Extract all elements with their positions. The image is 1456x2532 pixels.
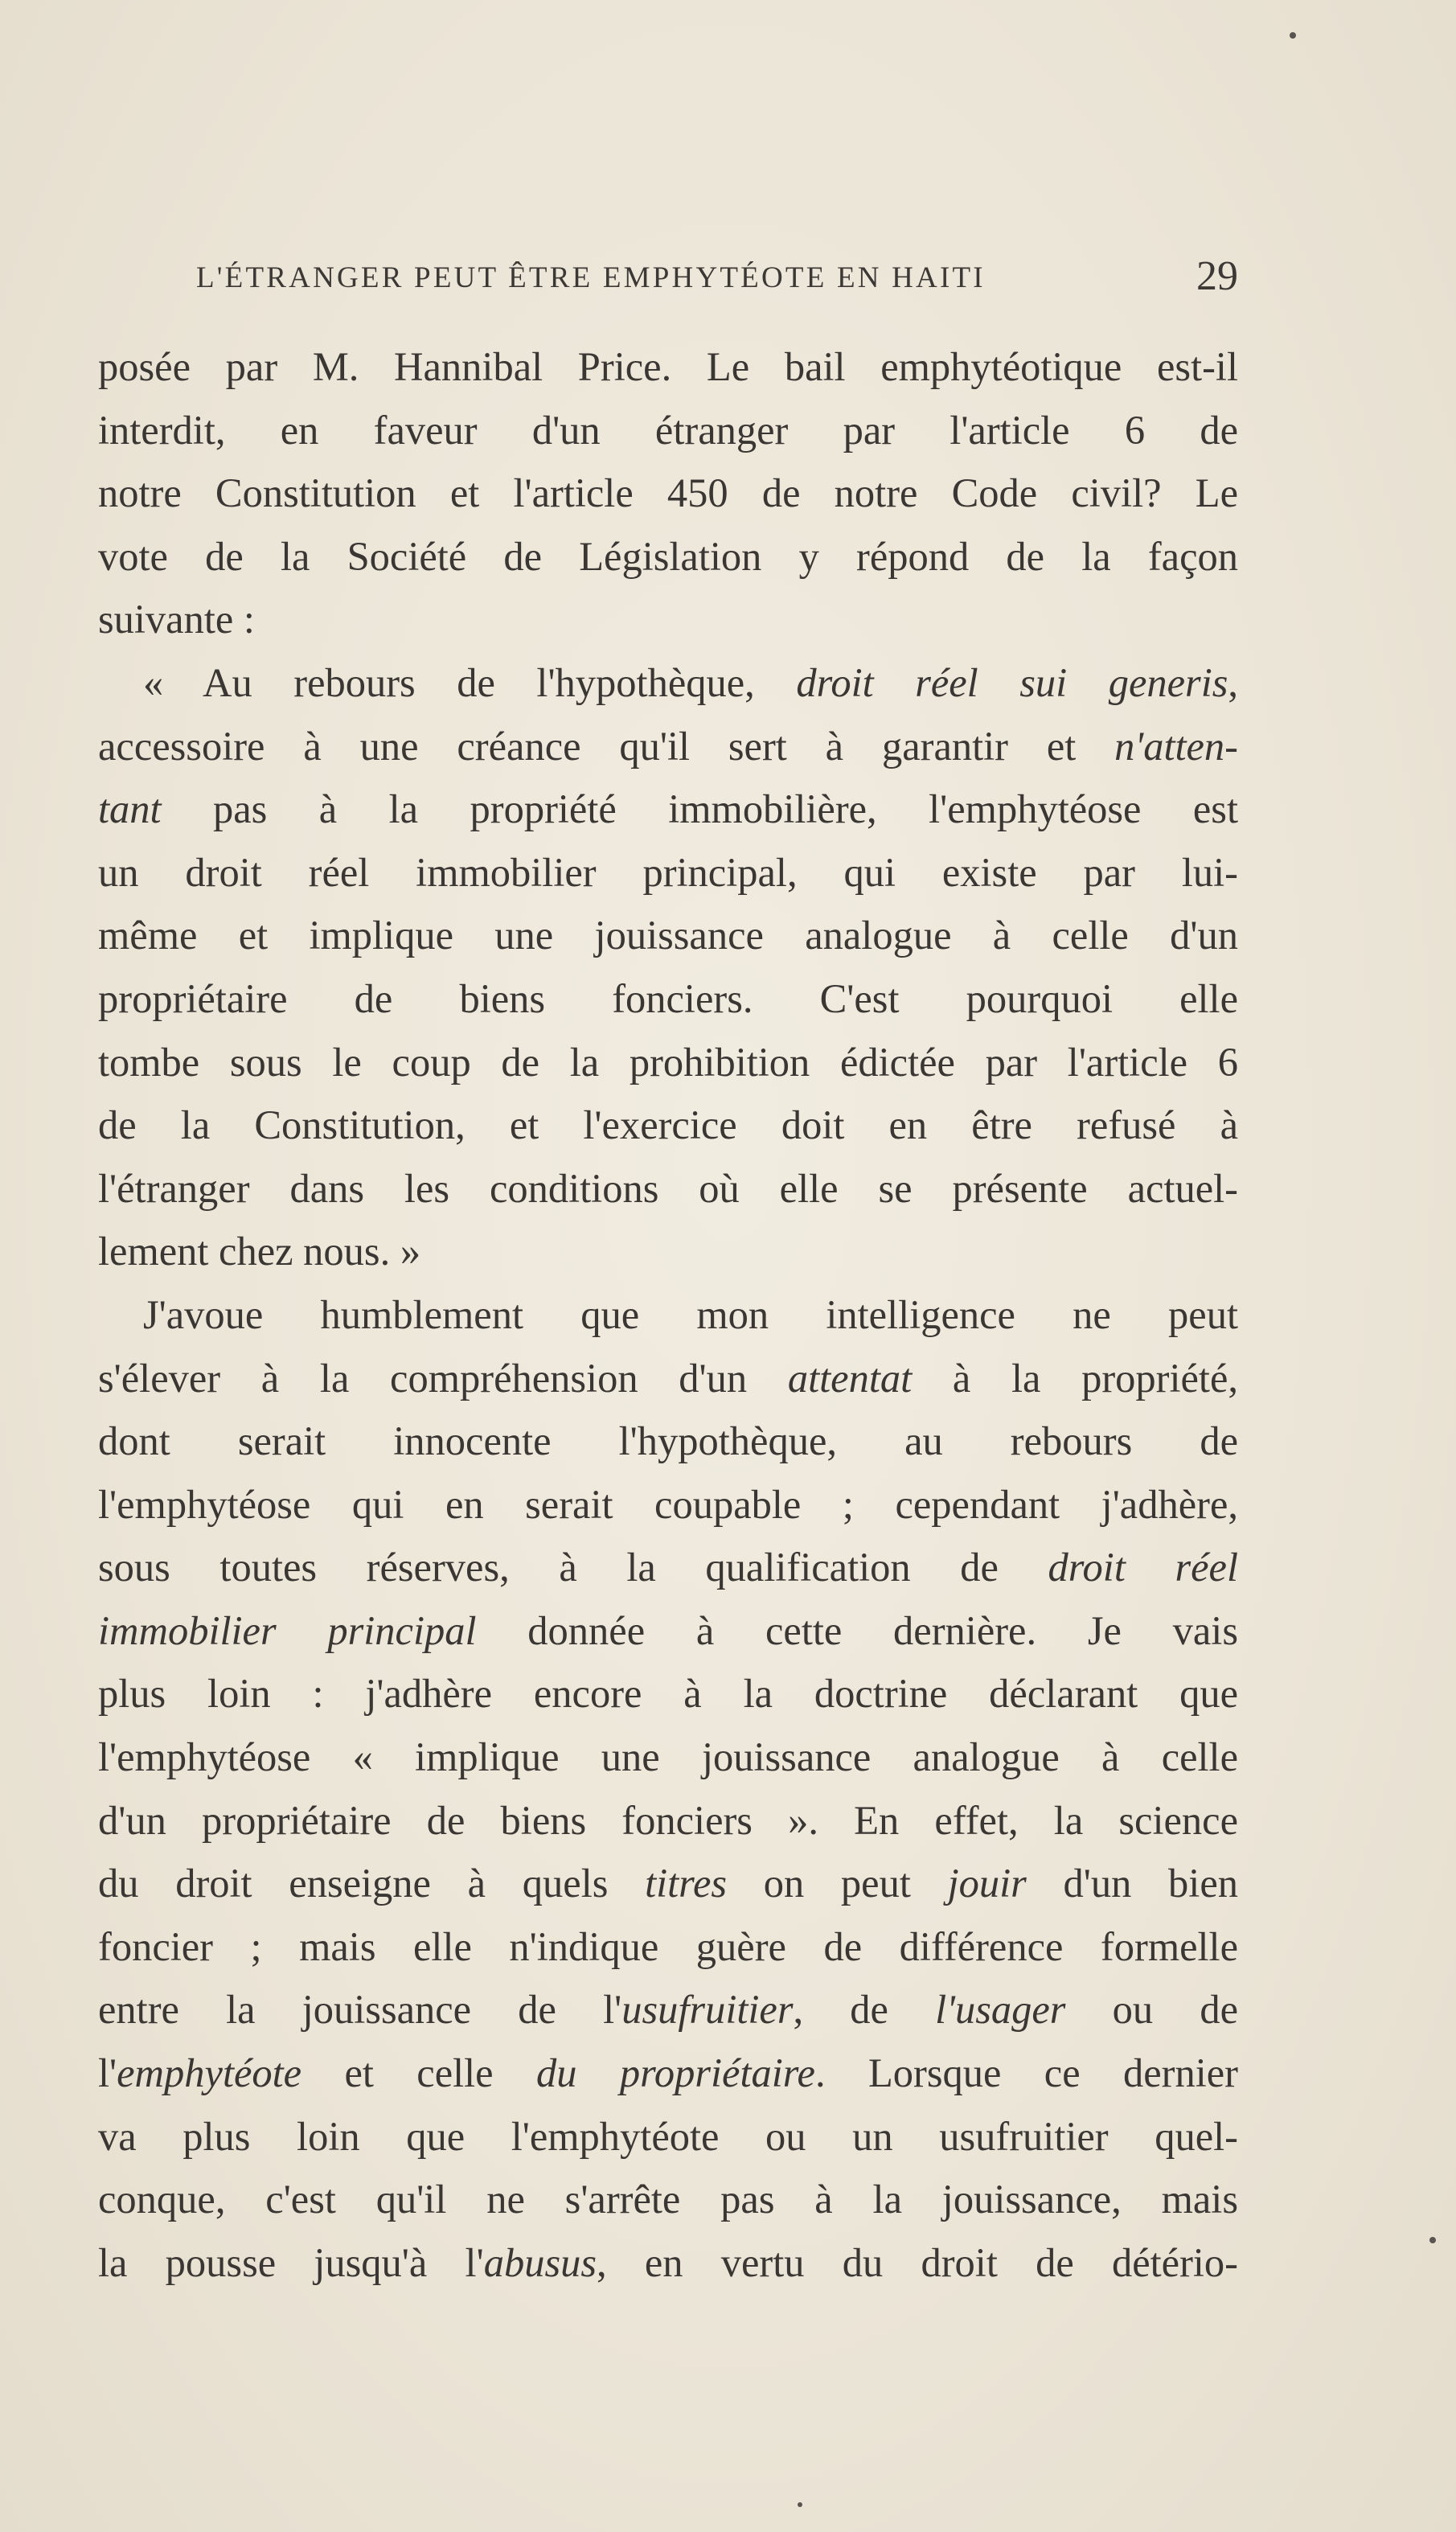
text-segment: ou de bbox=[1065, 1987, 1238, 2033]
text-segment: sous toutes réserves, à la qualification de bbox=[98, 1545, 1048, 1590]
text-segment: et celle bbox=[301, 2050, 536, 2096]
text-line bbox=[98, 1094, 1238, 1157]
italic-text: attentat bbox=[787, 1355, 913, 1401]
italic-text: jouir bbox=[947, 1861, 1027, 1906]
text-segment: entre la jouissance de l' bbox=[98, 1987, 622, 2033]
text-segment: lement chez nous. » bbox=[98, 1229, 421, 1274]
print-speck bbox=[1290, 32, 1296, 39]
text-segment: accessoire à une créance qu'il sert à garantir et bbox=[98, 723, 1115, 769]
text-line bbox=[98, 588, 1238, 651]
text-line bbox=[98, 715, 1238, 778]
italic-text: immobilier principal bbox=[98, 1607, 477, 1653]
italic-text: l'usager bbox=[935, 1987, 1066, 2033]
text-segment: un droit réel immobilier principal, qui existe par lui- bbox=[98, 849, 1238, 895]
text-line bbox=[98, 1852, 1238, 1915]
running-title: L'ÉTRANGER PEUT ÊTRE EMPHYTÉOTE EN HAITI bbox=[196, 261, 986, 294]
text-segment: s'élever à la compréhension d'un bbox=[98, 1355, 788, 1401]
text-segment: , en vertu du droit de détério- bbox=[597, 2239, 1238, 2285]
text-line bbox=[98, 1220, 1238, 1283]
italic-text: du propriétaire bbox=[535, 2050, 815, 2096]
text-segment: va plus loin que l'emphytéote ou un usufruitier quel- bbox=[98, 2113, 1238, 2159]
text-line bbox=[98, 1915, 1238, 1979]
text-segment: suivante : bbox=[98, 597, 255, 642]
text-segment: , bbox=[1228, 659, 1238, 705]
text-line bbox=[98, 967, 1238, 1031]
italic-text: titres bbox=[645, 1861, 728, 1906]
text-segment: tombe sous le coup de la prohibition édictée par l'article 6 bbox=[98, 1039, 1238, 1085]
text-segment: conque, c'est qu'il ne s'arrête pas à la jouissance, mais bbox=[98, 2177, 1238, 2222]
text-line bbox=[98, 904, 1238, 967]
text-line bbox=[98, 1031, 1238, 1094]
body-text bbox=[98, 335, 1238, 2294]
italic-text: droit réel bbox=[1048, 1545, 1238, 1590]
print-speck bbox=[1429, 2237, 1436, 2243]
italic-text: usufruitier bbox=[621, 1987, 794, 2033]
text-segment: même et implique une jouissance analogue à celle d'un bbox=[98, 913, 1238, 958]
text-line bbox=[98, 462, 1238, 525]
text-segment: propriétaire de biens fonciers. C'est pourquoi elle bbox=[98, 975, 1238, 1021]
text-line bbox=[98, 1283, 1238, 1347]
text-line bbox=[98, 1536, 1238, 1599]
text-segment: notre Constitution et l'article 450 de notre Code civil? Le bbox=[98, 470, 1238, 516]
text-line bbox=[98, 1789, 1238, 1853]
text-line bbox=[98, 2231, 1238, 2295]
text-segment: vote de la Société de Législation y répond de la façon bbox=[98, 533, 1238, 579]
text-segment: l'étranger dans les conditions où elle se présente actuel- bbox=[98, 1165, 1238, 1211]
italic-text: tant bbox=[98, 786, 162, 832]
text-line bbox=[98, 1157, 1238, 1221]
text-segment: donnée à cette dernière. Je vais bbox=[476, 1607, 1238, 1653]
text-line bbox=[98, 335, 1238, 399]
text-line bbox=[98, 1662, 1238, 1726]
text-line bbox=[98, 1726, 1238, 1789]
text-segment: interdit, en faveur d'un étranger par l'article 6 de bbox=[98, 407, 1238, 453]
page-number: 29 bbox=[1196, 253, 1238, 299]
text-segment: l'emphytéose qui en serait coupable ; cependant j'adhère, bbox=[98, 1481, 1238, 1527]
text-segment: . Lorsque ce dernier bbox=[814, 2050, 1238, 2096]
text-segment: l'emphytéose « implique une jouissance analogue à celle bbox=[98, 1734, 1238, 1780]
text-line bbox=[98, 1978, 1238, 2042]
text-line bbox=[98, 778, 1238, 841]
text-segment: du droit enseigne à quels bbox=[98, 1861, 646, 1906]
text-segment: plus loin : j'adhère encore à la doctrine déclarant que bbox=[98, 1671, 1238, 1717]
text-line bbox=[98, 841, 1238, 905]
page-header bbox=[196, 252, 1238, 301]
text-segment: J'avoue humblement que mon intelligence ne peut bbox=[143, 1291, 1238, 1337]
text-segment: à la propriété, bbox=[912, 1355, 1239, 1401]
italic-text: abusus bbox=[483, 2239, 597, 2285]
text-segment: , de bbox=[793, 1987, 936, 2033]
italic-text: droit réel sui generis bbox=[796, 659, 1228, 705]
italic-text: n'atten- bbox=[1114, 723, 1238, 769]
text-segment: pas à la propriété immobilière, l'emphytéose est bbox=[161, 786, 1238, 832]
text-line bbox=[98, 1410, 1238, 1473]
print-speck bbox=[798, 2502, 802, 2507]
italic-text: emphytéote bbox=[117, 2050, 302, 2096]
text-line bbox=[98, 1347, 1238, 1410]
text-segment: la pousse jusqu'à l' bbox=[98, 2239, 484, 2285]
text-segment: d'un propriétaire de biens fonciers ». En effet, la science bbox=[98, 1797, 1238, 1843]
text-line bbox=[98, 651, 1238, 715]
text-segment: l' bbox=[98, 2050, 117, 2096]
text-segment: « Au rebours de l'hypothèque, bbox=[143, 659, 797, 705]
text-segment: dont serait innocente l'hypothèque, au rebours de bbox=[98, 1418, 1238, 1464]
text-segment: posée par M. Hannibal Price. Le bail emphytéotique est-il bbox=[98, 344, 1238, 389]
text-line bbox=[98, 399, 1238, 462]
text-segment: foncier ; mais elle n'indique guère de différence formelle bbox=[98, 1923, 1238, 1969]
text-segment: on peut bbox=[727, 1861, 948, 1906]
text-segment: d'un bien bbox=[1026, 1861, 1238, 1906]
text-line bbox=[98, 525, 1238, 589]
text-line bbox=[98, 2042, 1238, 2105]
text-line bbox=[98, 1599, 1238, 1663]
text-line bbox=[98, 2105, 1238, 2169]
text-line bbox=[98, 1473, 1238, 1537]
text-segment: de la Constitution, et l'exercice doit en être refusé à bbox=[98, 1102, 1238, 1148]
text-line bbox=[98, 2168, 1238, 2231]
